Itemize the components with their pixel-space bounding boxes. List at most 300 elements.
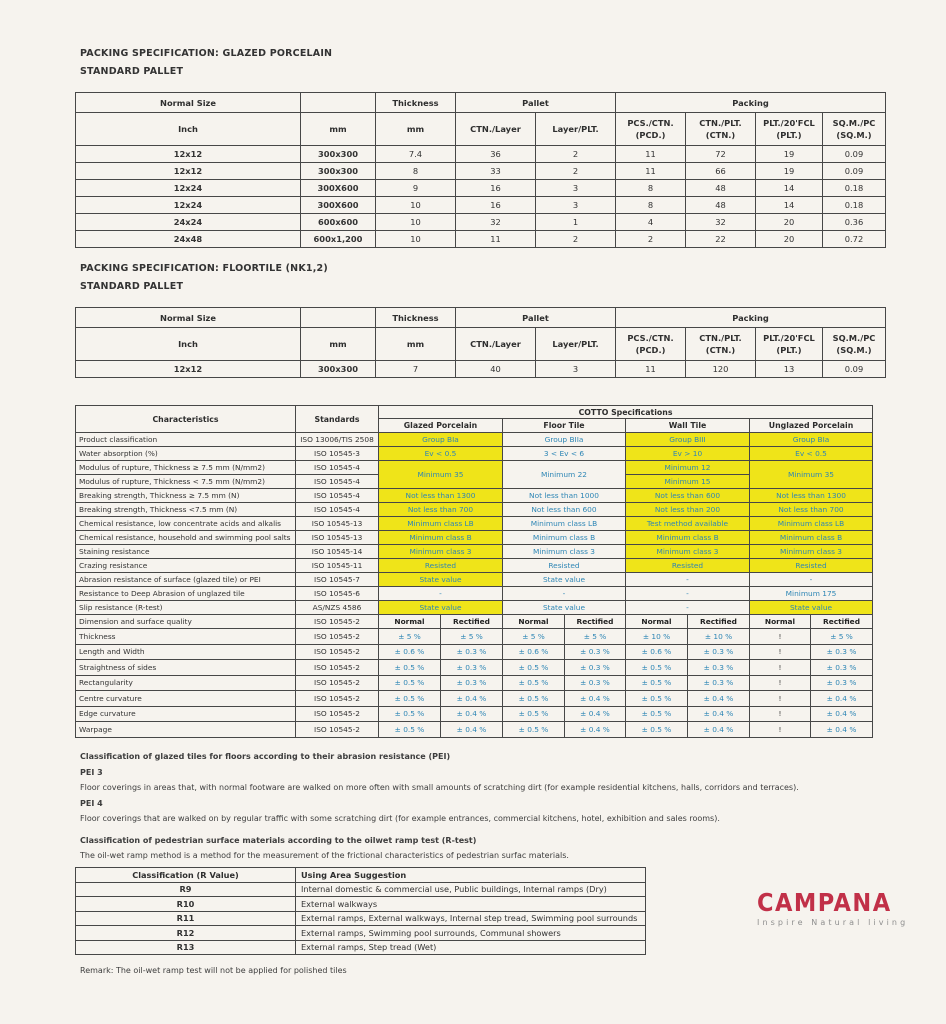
spec-value-cell: ± 0.3 % <box>441 644 503 660</box>
spec-value-cell: ± 0.6 % <box>626 644 688 660</box>
spec-value-cell: ± 0.5 % <box>626 706 688 722</box>
table-cell: 14 <box>756 180 823 197</box>
spec-value-cell: ! <box>750 691 811 707</box>
table-cell: 300x300 <box>301 361 376 378</box>
table-cell: 10 <box>376 214 456 231</box>
spec-value-cell: Not less than 1300 <box>750 489 873 503</box>
standard-cell: ISO 10545-11 <box>296 559 379 573</box>
column-header: CTN./PLT. (CTN.) <box>686 113 756 146</box>
column-header: CTN./PLT. (CTN.) <box>686 328 756 361</box>
floortile-packing-table <box>75 307 886 378</box>
characteristic-cell: Centre curvature <box>76 691 296 707</box>
table-row <box>76 601 873 615</box>
spec-value-cell: Minimum 35 <box>750 461 873 489</box>
spec-value-cell: Minimum class LB <box>379 517 503 531</box>
column-header: Inch <box>76 328 301 361</box>
standard-cell: ISO 10545-2 <box>296 644 379 660</box>
characteristic-cell: Chemical resistance, household and swimming pool salts <box>76 531 296 545</box>
column-header: mm <box>301 113 376 146</box>
spec-value-cell: ! <box>750 706 811 722</box>
table-cell: 0.09 <box>823 146 886 163</box>
cotto-specifications-header: COTTO Specifications <box>379 406 873 419</box>
characteristic-cell: Slip resistance (R-test) <box>76 601 296 615</box>
spec-value-cell: ± 0.5 % <box>626 675 688 691</box>
spec-value-cell: Minimum 12 <box>626 461 750 475</box>
table-cell: 32 <box>686 214 756 231</box>
spec-value-cell: ± 0.5 % <box>379 706 441 722</box>
table-cell: 11 <box>616 146 686 163</box>
spec-value-cell: Minimum class 3 <box>750 545 873 559</box>
spec-value-cell: - <box>626 573 750 587</box>
packing-spec-floortile-subtitle: STANDARD PALLET <box>80 281 184 292</box>
column-header: PLT./20'FCL (PLT.) <box>756 113 823 146</box>
standard-cell: ISO 10545-14 <box>296 545 379 559</box>
spec-value-cell: ± 0.4 % <box>565 691 626 707</box>
spec-value-cell: ± 0.3 % <box>441 675 503 691</box>
spec-value-cell: ± 0.5 % <box>503 691 565 707</box>
standard-cell: ISO 10545-2 <box>296 691 379 707</box>
spec-value-cell: Not less than 1300 <box>379 489 503 503</box>
spec-value-cell: Ev < 0.5 <box>379 447 503 461</box>
column-header: PCS./CTN. (PCD.) <box>616 113 686 146</box>
spec-value-cell: ! <box>750 675 811 691</box>
spec-value-cell: ± 0.4 % <box>688 706 750 722</box>
table-cell: 8 <box>376 163 456 180</box>
standard-cell: AS/NZS 4586 <box>296 601 379 615</box>
spec-value-cell: ± 0.3 % <box>565 644 626 660</box>
characteristic-cell: Dimension and surface quality <box>76 615 296 629</box>
column-header: mm <box>301 328 376 361</box>
r-value-cell: R11 <box>76 911 296 926</box>
table-cell: 12x24 <box>76 197 301 214</box>
table-cell: 10 <box>376 231 456 248</box>
table-cell: 66 <box>686 163 756 180</box>
table-row <box>76 675 873 691</box>
spec-value-cell: ± 0.4 % <box>688 722 750 738</box>
packing-spec-floortile-title: PACKING SPECIFICATION: FLOORTILE (NK1,2) <box>80 263 328 274</box>
spec-value-cell: 3 < Ev < 6 <box>503 447 626 461</box>
table-cell: 48 <box>686 180 756 197</box>
packing-spec-glazed-title: PACKING SPECIFICATION: GLAZED PORCELAIN <box>80 48 333 59</box>
table-row <box>76 489 873 503</box>
column-header: PCS./CTN. (PCD.) <box>616 328 686 361</box>
table-cell: 300X600 <box>301 180 376 197</box>
spec-value-cell: ! <box>750 722 811 738</box>
spec-value-cell: Minimum 15 <box>626 475 750 489</box>
spec-value-cell: ± 0.6 % <box>503 644 565 660</box>
column-group-header: Pallet <box>456 93 616 113</box>
table-row <box>76 447 873 461</box>
spec-value-cell: Minimum class B <box>750 531 873 545</box>
spec-value-cell: - <box>750 573 873 587</box>
table-cell: 8 <box>616 197 686 214</box>
spec-value-cell: Normal <box>379 615 441 629</box>
r-value-cell: R9 <box>76 882 296 897</box>
campana-logo <box>757 890 908 927</box>
table-row <box>76 545 873 559</box>
r-value-column-header: Classification (R Value) <box>76 868 296 883</box>
table-cell: 20 <box>756 214 823 231</box>
spec-value-cell: Not less than 700 <box>379 503 503 517</box>
table-cell: 7 <box>376 361 456 378</box>
spec-value-cell: Group BIIa <box>503 433 626 447</box>
standard-cell: ISO 10545-3 <box>296 447 379 461</box>
spec-value-cell: - <box>626 587 750 601</box>
table-cell: 22 <box>686 231 756 248</box>
table-row <box>76 629 873 645</box>
table-cell: 16 <box>456 180 536 197</box>
header-row <box>76 328 886 361</box>
area-suggestion-cell: External ramps, Step tread (Wet) <box>296 940 646 955</box>
table-cell: 10 <box>376 197 456 214</box>
column-header: CTN./Layer <box>456 113 536 146</box>
spec-value-cell: ± 0.3 % <box>688 644 750 660</box>
table-cell: 600x1,200 <box>301 231 376 248</box>
characteristic-cell: Staining resistance <box>76 545 296 559</box>
spec-value-cell: ± 0.3 % <box>688 675 750 691</box>
pei4-label: PEI 4 <box>80 799 103 808</box>
table-cell: 16 <box>456 197 536 214</box>
spec-value-cell: ± 0.4 % <box>565 706 626 722</box>
spec-value-cell: Minimum class 3 <box>379 545 503 559</box>
table-row <box>76 897 646 912</box>
table-row <box>76 691 873 707</box>
table-cell: 9 <box>376 180 456 197</box>
table-cell: 12x24 <box>76 180 301 197</box>
spec-value-cell: - <box>503 587 626 601</box>
standards-header: Standards <box>296 406 379 433</box>
spec-value-cell: Test method available <box>626 517 750 531</box>
characteristic-cell: Abrasion resistance of surface (glazed tile) or PEI <box>76 573 296 587</box>
table-row <box>76 197 886 214</box>
table-cell: 300x300 <box>301 163 376 180</box>
spec-value-cell: State value <box>503 601 626 615</box>
table-cell: 24x24 <box>76 214 301 231</box>
table-cell: 300x300 <box>301 146 376 163</box>
pei3-description: Floor coverings in areas that, with normal footware are walked on more often with small amounts of scratching dirt (for example residential kitchens, halls, corridors and terraces). <box>80 783 799 792</box>
spec-value-cell: ± 0.5 % <box>379 660 441 676</box>
table-row <box>76 911 646 926</box>
standard-cell: ISO 10545-2 <box>296 629 379 645</box>
area-suggestion-column-header: Using Area Suggestion <box>296 868 646 883</box>
campana-logo-wordmark: CAMPANA <box>757 888 892 917</box>
column-group-header: Pallet <box>456 308 616 328</box>
table-cell: 1 <box>536 214 616 231</box>
spec-value-cell: Minimum class B <box>379 531 503 545</box>
pei-classification-heading: Classification of glazed tiles for floors according to their abrasion resistance (PEI) <box>80 752 451 761</box>
table-row <box>76 503 873 517</box>
table-cell: 12x12 <box>76 361 301 378</box>
r-value-cell: R13 <box>76 940 296 955</box>
table-row <box>76 722 873 738</box>
characteristic-cell: Length and Width <box>76 644 296 660</box>
spec-value-cell: Resisted <box>379 559 503 573</box>
table-cell: 36 <box>456 146 536 163</box>
table-cell: 120 <box>686 361 756 378</box>
table-row <box>76 882 646 897</box>
spec-value-cell: ± 5 % <box>503 629 565 645</box>
table-cell: 2 <box>616 231 686 248</box>
column-group-header <box>301 308 376 328</box>
table-row <box>76 214 886 231</box>
column-group-header: Thickness <box>376 308 456 328</box>
spec-value-cell: ! <box>750 629 811 645</box>
characteristic-cell: Straightness of sides <box>76 660 296 676</box>
spec-value-cell: ± 0.3 % <box>441 660 503 676</box>
glazed-porcelain-packing-table <box>75 92 886 248</box>
spec-value-cell: ± 5 % <box>441 629 503 645</box>
characteristic-cell: Rectangularity <box>76 675 296 691</box>
spec-value-cell: Not less than 200 <box>626 503 750 517</box>
header-row <box>76 308 886 328</box>
table-row <box>76 180 886 197</box>
spec-value-cell: Minimum 22 <box>503 461 626 489</box>
column-header: PLT./20'FCL (PLT.) <box>756 328 823 361</box>
table-row <box>76 926 646 941</box>
header-row <box>76 113 886 146</box>
pei3-label: PEI 3 <box>80 768 103 777</box>
area-suggestion-cell: Internal domestic & commercial use, Public buildings, Internal ramps (Dry) <box>296 882 646 897</box>
spec-value-cell: ± 0.4 % <box>441 691 503 707</box>
product-column-header: Unglazed Porcelain <box>750 419 873 433</box>
table-cell: 32 <box>456 214 536 231</box>
spec-value-cell: Group BIa <box>750 433 873 447</box>
table-cell: 0.18 <box>823 180 886 197</box>
spec-value-cell: ! <box>750 644 811 660</box>
table-cell: 4 <box>616 214 686 231</box>
spec-value-cell: ± 0.4 % <box>811 691 873 707</box>
product-column-header: Glazed Porcelain <box>379 419 503 433</box>
table-row <box>76 940 646 955</box>
spec-value-cell: Minimum class B <box>626 531 750 545</box>
spec-value-cell: Not less than 700 <box>750 503 873 517</box>
spec-value-cell: Normal <box>626 615 688 629</box>
characteristic-cell: Breaking strength, Thickness <7.5 mm (N) <box>76 503 296 517</box>
spec-value-cell: ± 0.4 % <box>441 722 503 738</box>
table-row <box>76 517 873 531</box>
spec-value-cell: Not less than 1000 <box>503 489 626 503</box>
r-value-cell: R10 <box>76 897 296 912</box>
table-row <box>76 531 873 545</box>
spec-value-cell: ± 10 % <box>688 629 750 645</box>
table-row <box>76 461 873 475</box>
table-cell: 12x12 <box>76 146 301 163</box>
spec-value-cell: Minimum class 3 <box>626 545 750 559</box>
spec-value-cell: Minimum class B <box>503 531 626 545</box>
spec-value-cell: ± 0.5 % <box>379 675 441 691</box>
spec-value-cell: Rectified <box>811 615 873 629</box>
spec-value-cell: Resisted <box>750 559 873 573</box>
spec-value-cell: Rectified <box>441 615 503 629</box>
table-row <box>76 644 873 660</box>
standard-cell: ISO 10545-13 <box>296 517 379 531</box>
spec-value-cell: ± 0.5 % <box>626 660 688 676</box>
spec-value-cell: Resisted <box>503 559 626 573</box>
standard-cell: ISO 10545-2 <box>296 660 379 676</box>
table-cell: 600x600 <box>301 214 376 231</box>
header-row <box>76 406 873 419</box>
standard-cell: ISO 13006/TIS 2508 <box>296 433 379 447</box>
table-cell: 2 <box>536 231 616 248</box>
spec-value-cell: Rectified <box>565 615 626 629</box>
spec-value-cell: Not less than 600 <box>503 503 626 517</box>
spec-value-cell: ± 5 % <box>811 629 873 645</box>
table-row <box>76 146 886 163</box>
campana-logo-tagline: Inspire Natural living <box>757 918 909 927</box>
characteristic-cell: Modulus of rupture, Thickness ≥ 7.5 mm (N/mm2) <box>76 461 296 475</box>
spec-value-cell: State value <box>379 601 503 615</box>
table-row <box>76 559 873 573</box>
table-cell: 19 <box>756 163 823 180</box>
packing-spec-glazed-subtitle: STANDARD PALLET <box>80 66 184 77</box>
pei4-description: Floor coverings that are walked on by regular traffic with some scratching dirt (for example entrances, commercial kitchens, hotel, exhibition and sales rooms). <box>80 814 720 823</box>
rtest-classification-heading: Classification of pedestrian surface materials according to the oilwet ramp test (R-test) <box>80 836 477 845</box>
table-cell: 3 <box>536 361 616 378</box>
characteristic-cell: Thickness <box>76 629 296 645</box>
table-cell: 0.72 <box>823 231 886 248</box>
standard-cell: ISO 10545-13 <box>296 531 379 545</box>
table-cell: 33 <box>456 163 536 180</box>
rtest-remark: Remark: The oil-wet ramp test will not be applied for polished tiles <box>80 966 347 975</box>
spec-value-cell: ± 5 % <box>379 629 441 645</box>
spec-value-cell: ± 0.4 % <box>565 722 626 738</box>
spec-value-cell: State value <box>379 573 503 587</box>
standard-cell: ISO 10545-6 <box>296 587 379 601</box>
column-group-header <box>301 93 376 113</box>
spec-value-cell: ± 5 % <box>565 629 626 645</box>
table-cell: 0.09 <box>823 361 886 378</box>
spec-value-cell: ! <box>750 660 811 676</box>
standard-cell: ISO 10545-4 <box>296 461 379 475</box>
column-header: Layer/PLT. <box>536 113 616 146</box>
spec-value-cell: Normal <box>750 615 811 629</box>
characteristics-header: Characteristics <box>76 406 296 433</box>
spec-value-cell: State value <box>503 573 626 587</box>
characteristic-cell: Crazing resistance <box>76 559 296 573</box>
standard-cell: ISO 10545-7 <box>296 573 379 587</box>
spec-value-cell: ± 0.3 % <box>565 660 626 676</box>
table-cell: 2 <box>536 163 616 180</box>
spec-value-cell: Normal <box>503 615 565 629</box>
spec-value-cell: ± 0.4 % <box>811 722 873 738</box>
spec-value-cell: ± 10 % <box>626 629 688 645</box>
table-cell: 13 <box>756 361 823 378</box>
table-row <box>76 433 873 447</box>
table-cell: 14 <box>756 197 823 214</box>
product-column-header: Floor Tile <box>503 419 626 433</box>
spec-value-cell: ± 0.3 % <box>811 660 873 676</box>
table-row <box>76 706 873 722</box>
spec-value-cell: ± 0.5 % <box>503 722 565 738</box>
table-cell: 19 <box>756 146 823 163</box>
column-header: CTN./Layer <box>456 328 536 361</box>
table-row <box>76 587 873 601</box>
r-value-classification-table <box>75 867 646 955</box>
cotto-specifications-table <box>75 405 873 738</box>
table-cell: 40 <box>456 361 536 378</box>
column-group-header: Normal Size <box>76 93 301 113</box>
spec-value-cell: Minimum 35 <box>379 461 503 489</box>
table-row <box>76 361 886 378</box>
table-cell: 0.18 <box>823 197 886 214</box>
table-cell: 0.36 <box>823 214 886 231</box>
area-suggestion-cell: External ramps, Swimming pool surrounds, Communal showers <box>296 926 646 941</box>
spec-value-cell: Resisted <box>626 559 750 573</box>
table-cell: 3 <box>536 180 616 197</box>
table-row <box>76 660 873 676</box>
table-cell: 11 <box>616 361 686 378</box>
spec-value-cell: Rectified <box>688 615 750 629</box>
characteristic-cell: Resistance to Deep Abrasion of unglazed tile <box>76 587 296 601</box>
table-cell: 0.09 <box>823 163 886 180</box>
column-header: SQ.M./PC (SQ.M.) <box>823 113 886 146</box>
table-row <box>76 573 873 587</box>
column-header: mm <box>376 113 456 146</box>
rtest-intro-text: The oil-wet ramp method is a method for the measurement of the frictional characteristics of pedestrian surfac materials. <box>80 851 569 860</box>
header-row <box>76 868 646 883</box>
table-row <box>76 163 886 180</box>
spec-value-cell: ± 0.4 % <box>688 691 750 707</box>
spec-value-cell: Group BIa <box>379 433 503 447</box>
characteristic-cell: Modulus of rupture, Thickness < 7.5 mm (N/mm2) <box>76 475 296 489</box>
characteristic-cell: Chemical resistance, low concentrate acids and alkalis <box>76 517 296 531</box>
spec-value-cell: Not less than 600 <box>626 489 750 503</box>
column-header: mm <box>376 328 456 361</box>
standard-cell: ISO 10545-4 <box>296 503 379 517</box>
standard-cell: ISO 10545-2 <box>296 722 379 738</box>
spec-value-cell: ± 0.6 % <box>379 644 441 660</box>
characteristic-cell: Edge curvature <box>76 706 296 722</box>
spec-value-cell: ± 0.5 % <box>626 722 688 738</box>
spec-value-cell: ± 0.5 % <box>379 722 441 738</box>
column-header: SQ.M./PC (SQ.M.) <box>823 328 886 361</box>
characteristic-cell: Product classification <box>76 433 296 447</box>
table-cell: 2 <box>536 146 616 163</box>
column-group-header: Thickness <box>376 93 456 113</box>
table-cell: 48 <box>686 197 756 214</box>
spec-value-cell: Minimum class LB <box>503 517 626 531</box>
characteristic-cell: Water absorption (%) <box>76 447 296 461</box>
column-group-header: Packing <box>616 308 886 328</box>
characteristic-cell: Warpage <box>76 722 296 738</box>
spec-value-cell: ± 0.5 % <box>503 675 565 691</box>
spec-value-cell: State value <box>750 601 873 615</box>
header-row <box>76 93 886 113</box>
spec-value-cell: ± 0.3 % <box>565 675 626 691</box>
spec-value-cell: Minimum class 3 <box>503 545 626 559</box>
area-suggestion-cell: External ramps, External walkways, Internal step tread, Swimming pool surrounds <box>296 911 646 926</box>
product-column-header: Wall Tile <box>626 419 750 433</box>
spec-value-cell: - <box>379 587 503 601</box>
standard-cell: ISO 10545-4 <box>296 489 379 503</box>
spec-value-cell: ± 0.5 % <box>503 706 565 722</box>
table-cell: 7.4 <box>376 146 456 163</box>
standard-cell: ISO 10545-2 <box>296 675 379 691</box>
table-cell: 24x48 <box>76 231 301 248</box>
table-cell: 300X600 <box>301 197 376 214</box>
table-cell: 11 <box>616 163 686 180</box>
standard-cell: ISO 10545-2 <box>296 615 379 629</box>
table-cell: 12x12 <box>76 163 301 180</box>
spec-value-cell: - <box>626 601 750 615</box>
r-value-cell: R12 <box>76 926 296 941</box>
table-cell: 8 <box>616 180 686 197</box>
spec-value-cell: ± 0.5 % <box>503 660 565 676</box>
table-cell: 3 <box>536 197 616 214</box>
spec-value-cell: ± 0.4 % <box>441 706 503 722</box>
column-group-header: Normal Size <box>76 308 301 328</box>
table-cell: 72 <box>686 146 756 163</box>
